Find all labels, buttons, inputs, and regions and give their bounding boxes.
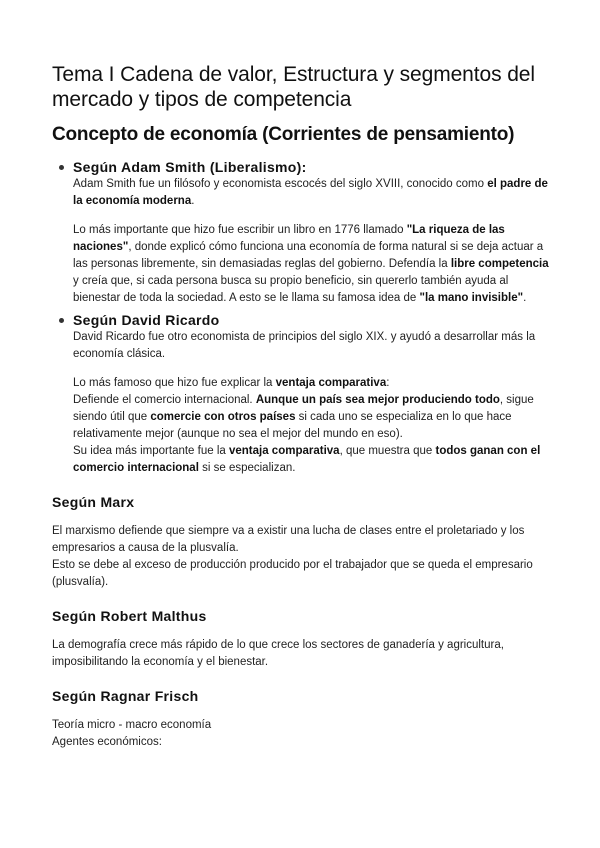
text-span: Lo más famoso que hizo fue explicar la — [73, 377, 276, 389]
text-span: , donde explicó cómo funciona una economía de forma natural si se deja actuar a las personas libremente, sin demasiadas reglas del gobierno. Defendía la — [73, 241, 544, 270]
thinkers-list — [52, 158, 552, 477]
heading-ricardo: Según David Ricardo — [73, 312, 220, 328]
bold-text: ventaja comparativa — [228, 445, 340, 457]
bold-text: el padre de la economía moderna — [73, 178, 548, 207]
bold-text: "la mano invisible" — [419, 292, 524, 304]
list-item-smith — [52, 158, 552, 307]
list-item-ricardo — [52, 311, 552, 477]
bold-text: todos ganan con el comercio internacional — [73, 445, 541, 474]
ricardo-paragraph-4 — [73, 443, 552, 477]
frisch-line-2: Agentes económicos: — [52, 736, 162, 748]
text-span: y creía que, si cada persona busca su propio beneficio, sin quererlo también ayuda al bienestar de toda la sociedad. A esto se le llama su famosa idea de — [73, 275, 509, 304]
section-title: Concepto de economía (Corrientes de pensamiento) — [52, 124, 515, 145]
text-span: Su idea más importante fue la — [73, 445, 229, 457]
ricardo-paragraph-1: David Ricardo fue otro economista de principios del siglo XIX. y ayudó a desarrollar más la economía clásica. — [73, 331, 536, 360]
bold-text: comercie con otros países — [150, 411, 296, 423]
text-span: Adam Smith fue un filósofo y economista escocés del siglo XVIII, conocido como — [73, 178, 488, 190]
bold-text: ventaja comparativa — [275, 377, 387, 389]
frisch-line-1: Teoría micro - macro economía — [52, 719, 212, 731]
text-span: : — [386, 377, 390, 389]
text-span: , sigue siendo útil que — [73, 394, 534, 423]
heading-smith: Según Adam Smith (Liberalismo): — [73, 159, 307, 175]
bullet-icon — [59, 318, 64, 323]
text-span: si cada uno se especializa en lo que hace relativamente mejor (aunque no sea el mejor del mundo en eso). — [73, 411, 512, 440]
malthus-paragraph-1: La demografía crece más rápido de lo que crece los sectores de ganadería y agricultura, imposibilitando la economía y el bienestar. — [52, 639, 504, 668]
text-span: , que muestra que — [339, 445, 436, 457]
text-span: Defiende el comercio internacional. — [73, 394, 256, 406]
heading-malthus: Según Robert Malthus — [52, 608, 207, 624]
smith-paragraph-1 — [73, 176, 552, 210]
marx-paragraph-1: El marxismo defiende que siempre va a existir una lucha de clases entre el proletariado y los empresarios a causa de la plusvalía. — [52, 525, 525, 554]
text-span: . — [191, 195, 195, 207]
text-span: Lo más importante que hizo fue escribir un libro en 1776 llamado — [73, 224, 407, 236]
bullet-icon — [59, 165, 64, 170]
smith-paragraph-2 — [73, 222, 552, 307]
ricardo-paragraph-2 — [73, 375, 552, 392]
text-span: si se especializan. — [198, 462, 296, 474]
bold-text: "La riqueza de las naciones" — [73, 224, 505, 253]
marx-paragraph-2: Esto se debe al exceso de producción producido por el trabajador que se queda el empresario (plusvalía). — [52, 559, 533, 588]
document-title: Tema I Cadena de valor, Estructura y segmentos del mercado y tipos de competencia — [52, 63, 535, 111]
heading-marx: Según Marx — [52, 494, 135, 510]
text-span: . — [523, 292, 527, 304]
heading-frisch: Según Ragnar Frisch — [52, 688, 199, 704]
bold-text: libre competencia — [450, 258, 549, 270]
bold-text: Aunque un país sea mejor produciendo todo — [255, 394, 500, 406]
ricardo-paragraph-3 — [73, 392, 552, 443]
document-page — [52, 62, 552, 751]
